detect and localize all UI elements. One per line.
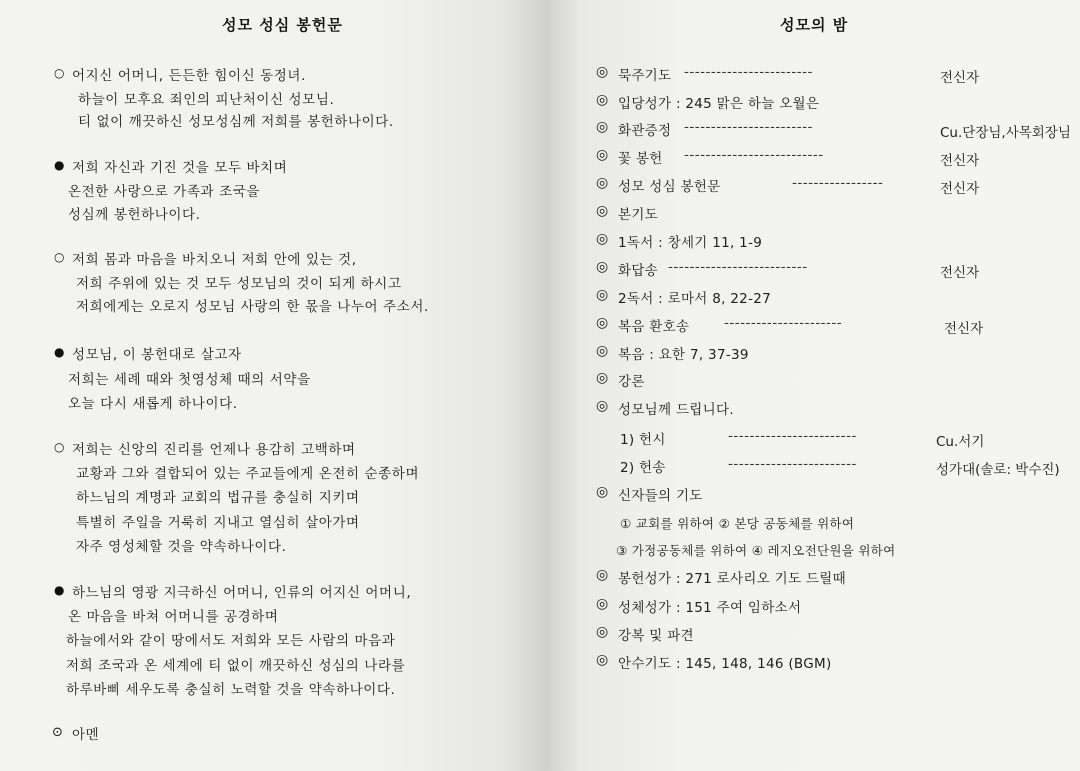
program-item-label: 강론 [618, 374, 645, 390]
filled-circle-bullet: ● [54, 345, 65, 359]
double-circle-icon: ◎ [596, 119, 609, 135]
paragraph-line: 교황과 그와 결합되어 있는 주교들에게 온전히 순종하며 [76, 466, 420, 482]
program-item-label: 화답송 [618, 263, 659, 279]
paragraph-line: 하루바삐 세우도록 충실히 노력할 것을 약속하나이다. [66, 682, 396, 698]
paragraph-line: 하느님의 계명과 교회의 법규를 충실히 지키며 [76, 490, 360, 506]
double-circle-icon: ◎ [596, 596, 609, 612]
leader-dashes: -------------------------- [668, 259, 808, 275]
paragraph-line: 하늘에서와 같이 땅에서도 저희와 모든 사람의 마음과 [66, 633, 396, 649]
double-circle-icon: ◎ [596, 287, 609, 303]
program-item-label: 안수기도 : 145, 148, 146 (BGM) [618, 656, 832, 672]
paragraph-line: 온전한 사랑으로 가족과 조국을 [68, 184, 261, 200]
program-item-label: 복음 : 요한 7, 37-39 [618, 347, 749, 363]
program-performer: Cu.서기 [936, 434, 985, 450]
leader-dashes: ------------------------ [728, 428, 857, 444]
program-item-label: 2독서 : 로마서 8, 22-27 [618, 291, 772, 307]
paragraph-line: 성모님, 이 봉헌대로 살고자 [72, 347, 242, 363]
paragraph-line: 오늘 다시 새롭게 하나이다. [68, 396, 238, 412]
double-circle-icon: ◎ [596, 484, 609, 500]
program-item-label: ① 교회를 위하여 ② 본당 공동체를 위하여 [620, 516, 855, 531]
paragraph-line: 저희 자신과 기진 것을 모두 바치며 [72, 160, 288, 176]
leader-dashes: ----------------- [792, 175, 884, 191]
program-performer: 전신자 [944, 321, 984, 337]
program-item-label: 성모님께 드립니다. [618, 402, 734, 418]
program-performer: Cu.단장님,사목회장님 [940, 125, 1071, 141]
program-item-label: 꽃 봉헌 [618, 151, 663, 167]
program-item-label: 본기도 [618, 207, 659, 223]
hollow-circle-bullet: ○ [54, 440, 65, 454]
program-performer: 전신자 [940, 181, 980, 197]
double-circle-icon: ◎ [596, 147, 609, 163]
amen-text: 아멘 [72, 727, 100, 743]
program-item-label: 1) 헌시 [620, 432, 666, 448]
program-item-label: 2) 헌송 [620, 460, 666, 476]
dotted-circle-bullet: ⊙ [52, 725, 63, 740]
leader-dashes: ---------------------- [724, 315, 843, 331]
paragraph-line: 저희에게는 오로지 성모님 사랑의 한 몫을 나누어 주소서. [76, 299, 429, 315]
program-item-label: 봉헌성가 : 271 로사리오 기도 드릴때 [618, 571, 846, 587]
double-circle-icon: ◎ [596, 231, 609, 247]
program-item-label: ③ 가정공동체를 위하여 ④ 레지오전단원을 위하여 [616, 543, 896, 558]
double-circle-icon: ◎ [596, 175, 609, 191]
double-circle-icon: ◎ [596, 203, 609, 219]
paragraph-line: 저희는 신앙의 진리를 언제나 용감히 고백하며 [72, 442, 356, 458]
leader-dashes: ------------------------ [684, 119, 813, 135]
hollow-circle-bullet: ○ [54, 250, 65, 264]
program-performer: 성가대(솔로: 박수진) [936, 462, 1060, 478]
program-item-label: 입당성가 : 245 맑은 하늘 오월은 [618, 96, 820, 112]
program-performer: 전신자 [940, 265, 980, 281]
double-circle-icon: ◎ [596, 343, 609, 359]
program-item-label: 1독서 : 창세기 11, 1-9 [618, 235, 763, 251]
double-circle-icon: ◎ [596, 64, 609, 80]
filled-circle-bullet: ● [54, 158, 65, 172]
program-performer: 전신자 [940, 153, 980, 169]
paragraph-line: 자주 영성체할 것을 약속하나이다. [76, 539, 287, 555]
paragraph-line: 어지신 어머니, 든든한 힘이신 동정녀. [72, 68, 306, 84]
double-circle-icon: ◎ [596, 315, 609, 331]
right-page-title: 성모의 밤 [780, 16, 849, 34]
double-circle-icon: ◎ [596, 567, 609, 583]
paragraph-line: 하늘이 모후요 죄인의 피난처이신 성모님. [78, 92, 335, 108]
paragraph-line: 특별히 주일을 거룩히 지내고 열심히 살아가며 [76, 515, 360, 531]
filled-circle-bullet: ● [54, 583, 65, 597]
paragraph-line: 저희 몸과 마음을 바치오니 저희 안에 있는 것, [72, 252, 357, 268]
double-circle-icon: ◎ [596, 92, 609, 108]
program-item-label: 복음 환호송 [618, 319, 690, 335]
paragraph-line: 저희 주위에 있는 것 모두 성모님의 것이 되게 하시고 [76, 276, 402, 292]
paragraph-line: 티 없이 깨끗하신 성모성심께 저희를 봉헌하나이다. [78, 114, 394, 130]
paragraph-line: 성심께 봉헌하나이다. [68, 207, 201, 223]
paragraph-line: 온 마음을 바쳐 어머니를 공경하며 [68, 609, 279, 625]
leader-dashes: -------------------------- [684, 147, 824, 163]
program-item-label: 성체성가 : 151 주여 임하소서 [618, 600, 802, 616]
hollow-circle-bullet: ○ [54, 66, 65, 80]
double-circle-icon: ◎ [596, 398, 609, 414]
program-item-label: 화관증정 [618, 123, 672, 139]
leader-dashes: ------------------------ [728, 456, 857, 472]
paragraph-line: 저희 조국과 온 세계에 티 없이 깨끗하신 성심의 나라를 [66, 658, 406, 674]
program-performer: 전신자 [940, 70, 980, 86]
paragraph-line: 저희는 세례 때와 첫영성체 때의 서약을 [68, 372, 311, 388]
leader-dashes: ------------------------ [684, 64, 813, 80]
left-page-title: 성모 성심 봉헌문 [222, 16, 343, 34]
right-page [548, 0, 1080, 771]
program-item-label: 강복 및 파견 [618, 628, 694, 644]
double-circle-icon: ◎ [596, 370, 609, 386]
paragraph-line: 하느님의 영광 지극하신 어머니, 인류의 어지신 어머니, [72, 585, 412, 601]
program-item-label: 성모 성심 봉헌문 [618, 179, 721, 195]
program-item-label: 신자들의 기도 [618, 488, 703, 504]
program-item-label: 묵주기도 [618, 68, 672, 84]
double-circle-icon: ◎ [596, 652, 609, 668]
double-circle-icon: ◎ [596, 624, 609, 640]
double-circle-icon: ◎ [596, 259, 609, 275]
